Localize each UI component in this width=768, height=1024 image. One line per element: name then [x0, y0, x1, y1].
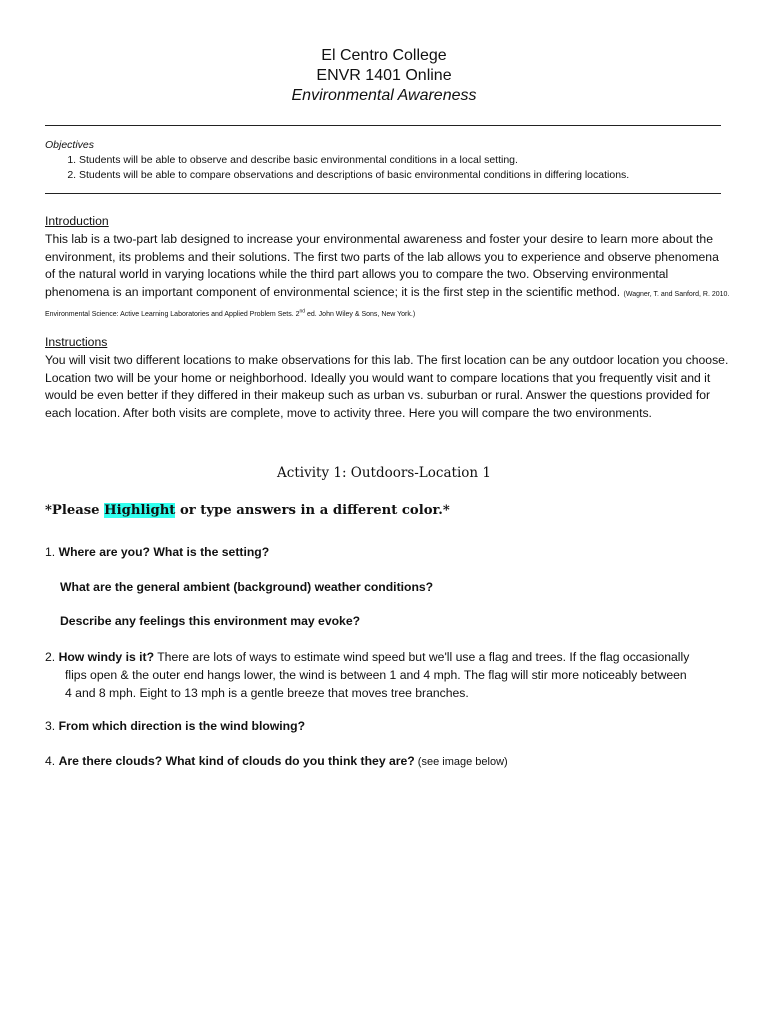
introduction-text: This lab is a two-part lab designed to increase your environmental awareness and foster your desire to learn more about the environment, its problems and their solutions. The first two parts of the lab allows you to experience and observe phenomena of the natural world in varying locations while the third part allows you to compare the two. Observing environmental phenomena is an important component of environmental science; it is the first step in the scientific method. [45, 231, 719, 300]
activity-title: Activity 1: Outdoors-Location 1 [277, 465, 491, 481]
question-number: 3. [45, 719, 56, 733]
citation-text-end: ed. John Wiley & Sons, New York.) [305, 311, 416, 319]
objectives-list [45, 153, 725, 183]
introduction-body [45, 231, 730, 324]
question-3 [45, 718, 305, 736]
question-detail-line: flips open & the outer end hangs lower, the wind is between 1 and 4 mph. The flag will stir more noticeably between [65, 667, 687, 682]
question-number: 2. [45, 650, 56, 664]
question-text: From which direction is the wind blowing? [58, 719, 306, 733]
introduction-section [45, 213, 730, 324]
question-detail: (see image below) [414, 756, 508, 768]
highlight-word: Highlight [104, 503, 176, 518]
question-1b [60, 579, 433, 597]
course-code: ENVR 1401 Online [316, 67, 452, 84]
question-detail-line: 4 and 8 mph. Eight to 13 mph is a gentle breeze that moves tree branches. [65, 685, 469, 700]
question-text: How windy is it? [58, 650, 155, 664]
objective-item: 2. Students will be able to compare observations and descriptions of basic environmental conditions in differing locations. [79, 168, 725, 183]
objective-item: 1. Students will be able to observe and describe basic environmental conditions in a local setting. [79, 153, 725, 168]
question-1c [60, 613, 360, 631]
question-1 [45, 544, 269, 562]
question-text: What are the general ambient (background) weather conditions? [60, 580, 434, 594]
instructions-section [45, 334, 730, 423]
question-4 [45, 753, 508, 772]
question-detail: There are lots of ways to estimate wind speed but we'll use a flag and trees. If the flag occasionally [154, 650, 690, 664]
college-name: El Centro College [321, 47, 447, 64]
note-text-end: or type answers in a different color.* [175, 503, 450, 518]
document-header [0, 46, 768, 106]
question-text: Are there clouds? What kind of clouds do you think they are? [58, 754, 415, 768]
question-text: Where are you? What is the setting? [58, 545, 270, 559]
header-divider [45, 125, 721, 126]
objectives-section [45, 138, 725, 183]
question-number: 1. [45, 545, 56, 559]
instructions-heading: Instructions [45, 335, 108, 349]
citation-superscript: nd [299, 308, 306, 315]
introduction-heading: Introduction [45, 214, 109, 228]
instructions-body: You will visit two different locations to make observations for this lab. The first location can be any outdoor location you choose. Location two will be your home or neighborhood. Ideally you would want to compare locations that you frequently visit and it would be even better if they differed in their makeup such as urban vs. suburban or rural. Answer the questions provided for each location. After both visits are complete, move to activity three. Here you will compare the two environments. [45, 352, 729, 421]
answer-note [45, 503, 450, 518]
objectives-divider [45, 193, 721, 194]
objectives-label: Objectives [45, 139, 95, 151]
document-subtitle: Environmental Awareness [291, 87, 477, 104]
citation-text: (Wagner, T. and Sanford, R. 2010. Environmental Science: Active Learning Laboratories and Applied Problem Sets. 2 [45, 291, 730, 319]
note-text: *Please [45, 503, 105, 518]
question-number: 4. [45, 754, 56, 768]
question-2 [45, 649, 735, 702]
question-text: Describe any feelings this environment may evoke? [60, 614, 361, 628]
